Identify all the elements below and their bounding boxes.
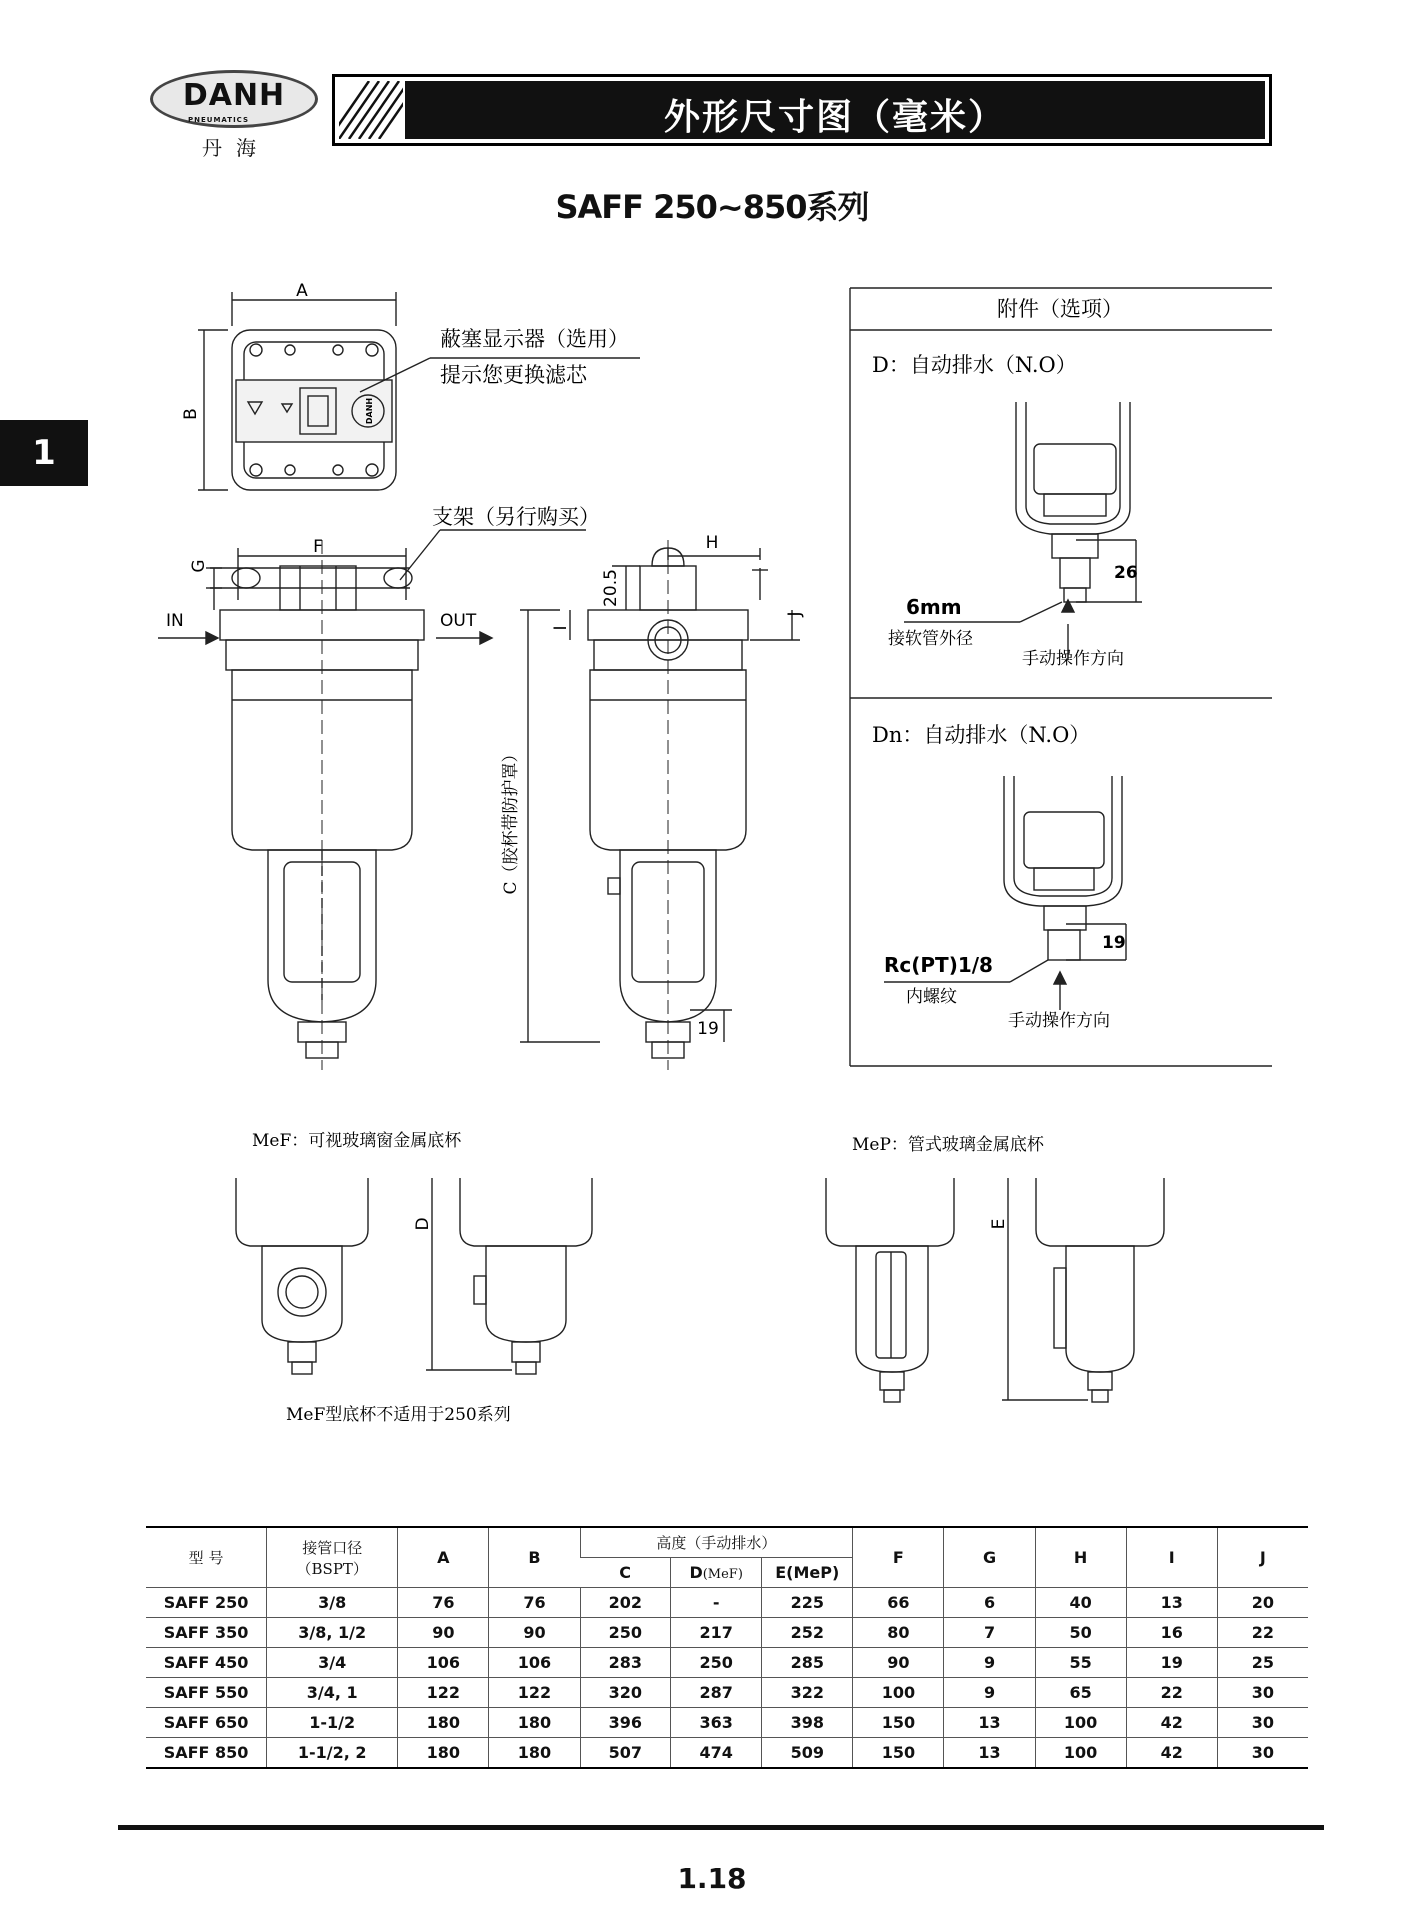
table-cell: 287: [671, 1678, 762, 1708]
table-cell: 396: [580, 1708, 671, 1738]
mep-title: MeP：管式玻璃金属底杯: [852, 1135, 1044, 1155]
th-height: 高度（手动排水）: [580, 1527, 853, 1558]
table-cell: 250: [580, 1618, 671, 1648]
spec-table-body: [146, 1588, 1308, 1769]
table-cell: 76: [398, 1588, 489, 1618]
table-cell: 76: [489, 1588, 580, 1618]
indicator-label-2: 提示您更换滤芯: [440, 363, 587, 387]
dim-C-label: C（胶杯带防护罩）: [501, 745, 521, 895]
accessory-title: 附件（选项）: [997, 297, 1123, 321]
table-cell: 150: [853, 1738, 944, 1769]
table-cell: 1-1/2: [267, 1708, 398, 1738]
accessory-d-tube: 6mm: [906, 595, 962, 619]
table-cell: 55: [1035, 1648, 1126, 1678]
th-J: J: [1217, 1527, 1308, 1588]
table-cell: 30: [1217, 1738, 1308, 1769]
table-cell: 180: [398, 1708, 489, 1738]
body-logo: DANH: [365, 397, 374, 425]
mef-note: MeF型底杯不适用于250系列: [286, 1405, 511, 1425]
table-row: [146, 1648, 1308, 1678]
table-cell: SAFF 350: [146, 1618, 267, 1648]
th-H: H: [1035, 1527, 1126, 1588]
table-cell: 320: [580, 1678, 671, 1708]
table-cell: 3/8: [267, 1588, 398, 1618]
table-cell: SAFF 550: [146, 1678, 267, 1708]
dim-A-label: A: [296, 281, 308, 301]
table-cell: 363: [671, 1708, 762, 1738]
table-cell: 66: [853, 1588, 944, 1618]
table-cell: 122: [489, 1678, 580, 1708]
table-cell: 122: [398, 1678, 489, 1708]
accessory-dn-dim: 19: [1102, 933, 1126, 953]
spec-table: [146, 1526, 1308, 1769]
logo-subtext: PNEUMATICS: [188, 116, 249, 124]
table-cell: -: [671, 1588, 762, 1618]
accessory-d-title: D：自动排水（N.O）: [872, 353, 1077, 377]
table-cell: 250: [671, 1648, 762, 1678]
table-cell: 285: [762, 1648, 853, 1678]
table-cell: SAFF 450: [146, 1648, 267, 1678]
dim-G-label: G: [189, 559, 209, 573]
indicator-label-1: 蔽塞显示器（选用）: [440, 327, 629, 351]
footer-rule: [118, 1825, 1324, 1830]
accessory-panel: [850, 288, 1272, 1066]
table-row: [146, 1708, 1308, 1738]
table-cell: 22: [1217, 1618, 1308, 1648]
mef-dim-label: D: [413, 1217, 433, 1231]
table-cell: 65: [1035, 1678, 1126, 1708]
logo-chinese: 丹海: [202, 136, 270, 160]
dim-J-label: J: [785, 611, 805, 617]
accessory-dn-thread: Rc(PT)1/8: [884, 953, 993, 977]
table-cell: 90: [398, 1618, 489, 1648]
dim-I-label: I: [551, 625, 571, 631]
th-G: G: [944, 1527, 1035, 1588]
dim-19-label: 19: [697, 1019, 719, 1039]
table-cell: 80: [853, 1618, 944, 1648]
th-B: B: [489, 1527, 580, 1588]
table-cell: 13: [944, 1708, 1035, 1738]
table-cell: SAFF 850: [146, 1738, 267, 1769]
table-cell: 9: [944, 1648, 1035, 1678]
table-cell: 22: [1126, 1678, 1217, 1708]
chapter-tab: 1: [0, 420, 88, 486]
table-cell: 100: [1035, 1738, 1126, 1769]
table-cell: 6: [944, 1588, 1035, 1618]
in-label: IN: [166, 611, 184, 631]
table-cell: 106: [398, 1648, 489, 1678]
table-cell: SAFF 650: [146, 1708, 267, 1738]
mef-title: MeF：可视玻璃窗金属底杯: [252, 1131, 462, 1151]
table-cell: 30: [1217, 1678, 1308, 1708]
table-cell: 7: [944, 1618, 1035, 1648]
table-cell: 474: [671, 1738, 762, 1769]
table-cell: 217: [671, 1618, 762, 1648]
table-cell: 30: [1217, 1708, 1308, 1738]
bracket-label: 支架（另行购买）: [432, 505, 600, 529]
table-cell: 25: [1217, 1648, 1308, 1678]
table-cell: 106: [489, 1648, 580, 1678]
table-cell: 100: [1035, 1708, 1126, 1738]
accessory-dn-direction: 手动操作方向: [1008, 1011, 1110, 1031]
table-cell: 322: [762, 1678, 853, 1708]
table-cell: 16: [1126, 1618, 1217, 1648]
accessory-d-tube-cn: 接软管外径: [888, 629, 973, 649]
accessory-d-direction: 手动操作方向: [1022, 649, 1124, 669]
table-cell: 20: [1217, 1588, 1308, 1618]
page-title: 外形尺寸图（毫米）: [663, 97, 1006, 138]
table-row: [146, 1618, 1308, 1648]
table-cell: 180: [489, 1708, 580, 1738]
table-cell: 9: [944, 1678, 1035, 1708]
logo-text: DANH: [182, 78, 286, 113]
page-number: 1.18: [677, 1862, 747, 1895]
bowl-drawings: [236, 1178, 1164, 1402]
table-cell: SAFF 250: [146, 1588, 267, 1618]
table-row: [146, 1588, 1308, 1618]
mep-dim-label: E: [989, 1218, 1009, 1230]
table-cell: 13: [1126, 1588, 1217, 1618]
table-cell: 90: [853, 1648, 944, 1678]
table-cell: 398: [762, 1708, 853, 1738]
dim-20.5-label: 20.5: [601, 569, 621, 607]
accessory-dn-title: Dn：自动排水（N.O）: [872, 723, 1091, 747]
accessory-d-dim: 26: [1114, 563, 1138, 583]
table-cell: 225: [762, 1588, 853, 1618]
table-row: [146, 1678, 1308, 1708]
out-label: OUT: [440, 611, 477, 631]
th-F: F: [853, 1527, 944, 1588]
table-row: [146, 1738, 1308, 1769]
th-D: D(MeF): [671, 1558, 762, 1588]
th-model: 型 号: [146, 1527, 267, 1588]
th-I: I: [1126, 1527, 1217, 1588]
accessory-dn-thread-cn: 内螺纹: [906, 987, 957, 1007]
dim-F-label: F: [313, 537, 323, 557]
table-cell: 252: [762, 1618, 853, 1648]
table-cell: 13: [944, 1738, 1035, 1769]
dim-H-label: H: [705, 533, 719, 553]
table-cell: 42: [1126, 1738, 1217, 1769]
table-cell: 150: [853, 1708, 944, 1738]
th-port: 接管口径 （BSPT）: [267, 1527, 398, 1588]
th-C: C: [580, 1558, 671, 1588]
table-cell: 507: [580, 1738, 671, 1769]
table-cell: 283: [580, 1648, 671, 1678]
table-cell: 3/4, 1: [267, 1678, 398, 1708]
table-cell: 180: [489, 1738, 580, 1769]
table-cell: 100: [853, 1678, 944, 1708]
table-cell: 3/4: [267, 1648, 398, 1678]
dim-B-label: B: [181, 408, 201, 420]
table-cell: 90: [489, 1618, 580, 1648]
table-cell: 180: [398, 1738, 489, 1769]
table-cell: 50: [1035, 1618, 1126, 1648]
table-cell: 202: [580, 1588, 671, 1618]
table-cell: 42: [1126, 1708, 1217, 1738]
table-cell: 3/8, 1/2: [267, 1618, 398, 1648]
table-cell: 19: [1126, 1648, 1217, 1678]
table-cell: 509: [762, 1738, 853, 1769]
table-cell: 1-1/2, 2: [267, 1738, 398, 1769]
table-cell: 40: [1035, 1588, 1126, 1618]
series-title: SAFF 250~850系列: [555, 188, 869, 226]
th-E: E(MeP): [762, 1558, 853, 1588]
th-A: A: [398, 1527, 489, 1588]
